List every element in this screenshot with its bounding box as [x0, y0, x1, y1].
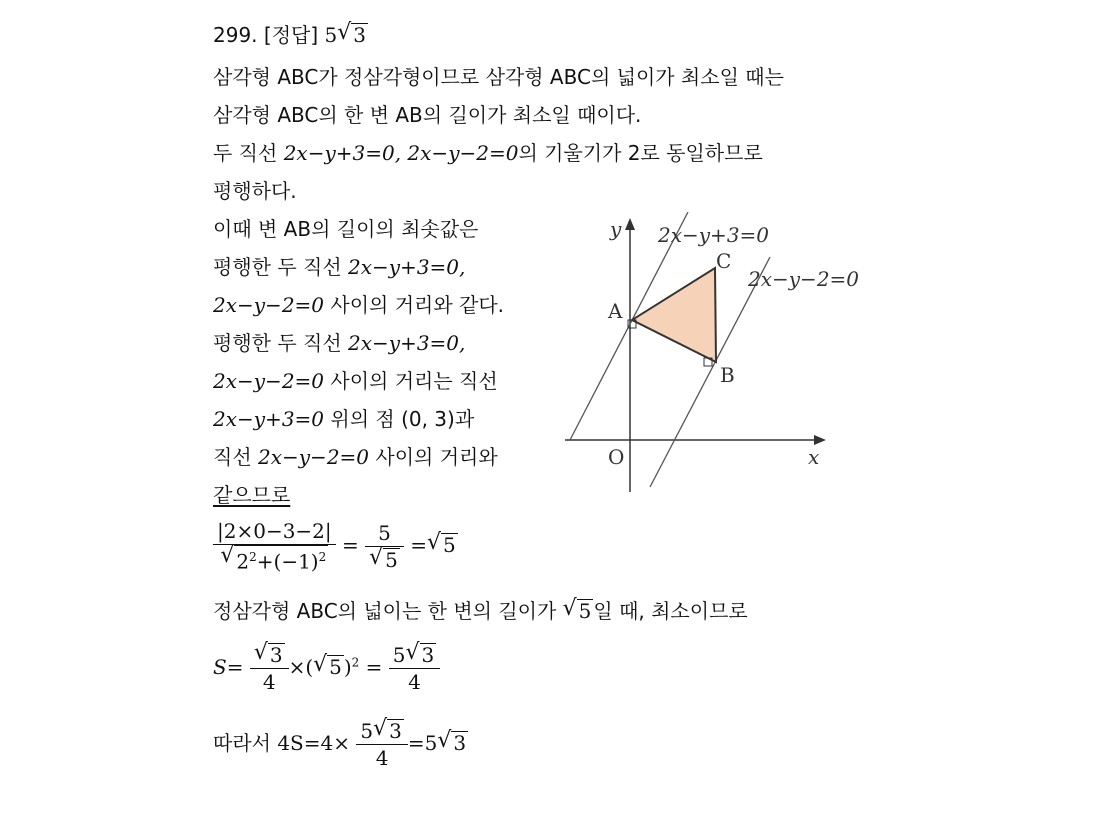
y-axis-arrow [625, 218, 635, 230]
origin-label: O [608, 445, 625, 469]
text-line-10: 2x−y+3=0 위의 점 (0, 3)과 [213, 407, 475, 431]
answer-coefficient: 5 [324, 23, 338, 47]
line1-label: 2x−y+3=0 [658, 223, 770, 247]
text-line-4: 평행하다. [213, 179, 297, 203]
distance-formula: |2×0−3−2| √ $2^2+(-1)^2$ = 5 √ 5 = √ 5 [213, 518, 458, 575]
distance-fraction: |2×0−3−2| √ $2^2+(-1)^2$ [213, 518, 336, 575]
answer-sqrt: √ 3 [337, 20, 366, 47]
line2-label: 2x−y−2=0 [748, 267, 860, 291]
final-formula: 따라서 4S=4× 5 √ 3 4 =5 √ 3 [213, 716, 467, 770]
text-line-2: 삼각형 ABC의 한 변 AB의 길이가 최소일 때이다. [213, 103, 642, 127]
text-line-13: 정삼각형 ABC의 넓이는 한 변의 길이가 √ 5 일 때, 최소이므로 [213, 596, 748, 623]
text-line-9: 2x−y−2=0 사이의 거리는 직선 [213, 369, 498, 393]
area-formula: S= √ 3 4 ×( √ 5 )$^2$ = 5 √ 3 4 [213, 642, 440, 695]
triangle-abc [632, 268, 716, 362]
text-line-12: 같으므로 [213, 483, 291, 507]
x-axis-arrow [814, 435, 826, 445]
text-line-5: 이때 변 AB의 길이의 최솟값은 [213, 217, 479, 241]
text-line-6: 평행한 두 직선 2x−y+3=0, [213, 255, 466, 279]
five-over-root5: 5 √ 5 [365, 520, 404, 573]
text-line-7: 2x−y−2=0 사이의 거리와 같다. [213, 293, 505, 317]
x-label: x [808, 445, 820, 469]
text-line-1: 삼각형 ABC가 정삼각형이므로 삼각형 ABC의 넓이가 최소일 때는 [213, 65, 784, 89]
y-label: y [610, 217, 622, 241]
problem-header [213, 22, 368, 48]
text-line-3: 두 직선 2x−y+3=0, 2x−y−2=0의 기울기가 2로 동일하므로 [213, 141, 763, 165]
coordinate-figure [560, 212, 890, 502]
answer-label: [정답] [263, 23, 319, 47]
point-b-label: B [720, 363, 735, 387]
text-line-11: 직선 2x−y−2=0 사이의 거리와 [213, 445, 498, 469]
problem-number: 299. [213, 23, 258, 47]
text-line-8: 평행한 두 직선 2x−y+3=0, [213, 331, 466, 355]
point-c-label: C [716, 249, 732, 273]
point-a-label: A [608, 299, 623, 323]
